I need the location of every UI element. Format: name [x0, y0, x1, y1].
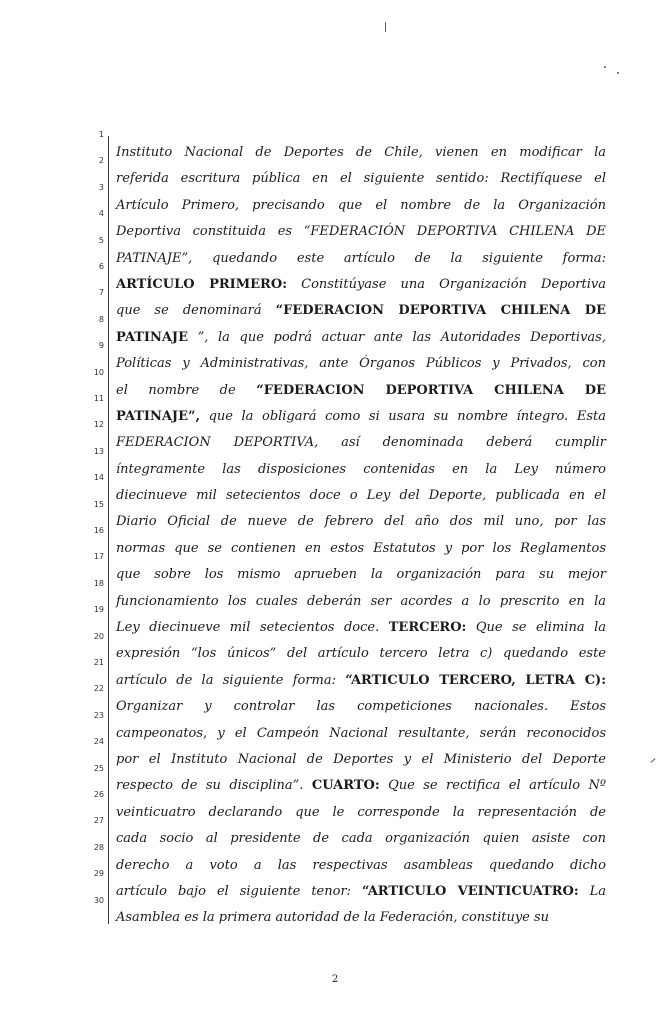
- bold-text-run: TERCERO:: [388, 620, 467, 636]
- text-run: PATINAJE”, quedando este artículo de la siguiente forma:: [116, 250, 606, 266]
- bold-text-run: “ARTICULO VEINTICUATRO:: [362, 883, 579, 899]
- text-run: por el Instituto Nacional de Deportes y el Ministerio del Deporte: [116, 751, 606, 767]
- line-number: 25: [93, 763, 104, 773]
- line-number: 30: [93, 895, 104, 905]
- text-run: diecinueve mil setecientos doce o Ley del Deporte, publicada en el: [116, 488, 606, 504]
- text-run: Asamblea es la primera autoridad de la Federación, constituye su: [116, 910, 550, 926]
- scan-speck: [604, 66, 606, 68]
- text-line: [116, 800, 606, 826]
- text-run: Diario Oficial de nueve de febrero del año dos mil uno, por las: [116, 514, 606, 530]
- line-number: 2: [98, 156, 104, 166]
- text-line: [116, 536, 606, 562]
- text-run: íntegramente las disposiciones contenidas en la Ley número: [116, 461, 606, 477]
- line-number: 11: [93, 394, 104, 403]
- text-line: [116, 694, 606, 720]
- text-line: [116, 272, 606, 298]
- line-number: 12: [93, 420, 104, 430]
- text-run: Políticas y Administrativas, ante Órganos Públicos y Privados, con: [116, 356, 606, 372]
- text-run: funcionamiento los cuales deberán ser acordes a lo prescrito en la: [116, 593, 606, 609]
- scan-speck: [385, 22, 386, 32]
- text-line: [116, 166, 606, 192]
- line-number: 5: [98, 235, 104, 245]
- line-number: 9: [98, 341, 104, 351]
- text-run: campeonatos, y el Campeón Nacional resultante, serán reconocidos: [116, 725, 606, 741]
- text-run: que sobre los mismo aprueben la organización para su mejor: [116, 567, 606, 583]
- text-run: Que se elimina la: [466, 620, 606, 636]
- text-run: cada socio al presidente de cada organización quien asiste con: [116, 831, 606, 847]
- text-run: FEDERACION DEPORTIVA, así denominada deberá cumplir: [116, 435, 606, 451]
- bold-text-run: PATINAJE”,: [116, 408, 200, 424]
- bold-text-run: “FEDERACION DEPORTIVA CHILENA DE: [256, 382, 606, 398]
- bold-text-run: PATINAJE: [116, 329, 188, 345]
- text-line: [116, 747, 606, 773]
- line-number: 18: [93, 578, 104, 588]
- line-number: 24: [93, 737, 104, 747]
- text-line: [116, 641, 606, 667]
- line-number: 26: [93, 790, 104, 799]
- text-line: [116, 378, 606, 404]
- text-line: [116, 509, 606, 535]
- text-line: [116, 773, 606, 799]
- line-number: 10: [93, 367, 104, 377]
- line-number: 6: [98, 262, 104, 271]
- text-line: [116, 351, 606, 377]
- text-run: Organizar y controlar las competiciones nacionales. Estos: [116, 699, 606, 715]
- text-run: Que se rectifica el artículo Nº: [379, 778, 606, 794]
- bold-text-run: ARTÍCULO PRIMERO:: [116, 276, 287, 292]
- text-line: [116, 721, 606, 747]
- text-run: veinticuatro declarando que le corresponde la representación de: [116, 804, 606, 820]
- line-number: 16: [93, 526, 104, 535]
- line-number: 15: [93, 499, 104, 509]
- text-line: [116, 246, 606, 272]
- line-number: 17: [93, 552, 104, 562]
- line-number: 4: [98, 209, 104, 219]
- line-number: 22: [93, 684, 104, 694]
- text-run: Deportiva constituida es “FEDERACIÓN DEPORTIVA CHILENA DE: [116, 224, 606, 240]
- bold-text-run: “FEDERACION DEPORTIVA CHILENA DE: [275, 303, 606, 319]
- text-line: [116, 668, 606, 694]
- line-number: 23: [93, 710, 104, 720]
- text-run: Ley diecinueve mil setecientos doce.: [116, 620, 389, 636]
- line-number: 14: [93, 473, 104, 483]
- text-line: [116, 589, 606, 615]
- text-run: normas que se contienen en estos Estatutos y por los Reglamentos: [116, 540, 606, 556]
- document-body: [116, 140, 606, 932]
- text-run: el nombre de: [116, 382, 257, 398]
- line-number: 7: [98, 288, 104, 298]
- text-line: [116, 853, 606, 879]
- scan-speck: [650, 758, 655, 763]
- line-number: 29: [93, 869, 104, 879]
- text-line: [116, 404, 606, 430]
- text-line: [116, 430, 606, 456]
- text-run: La: [578, 883, 606, 899]
- line-number: 27: [93, 816, 104, 826]
- text-run: artículo de la siguiente forma:: [116, 672, 346, 688]
- text-run: Constitúyase una Organización Deportiva: [287, 276, 606, 292]
- text-run: que la obligará como si usara su nombre íntegro. Esta: [200, 408, 606, 424]
- text-line: [116, 615, 606, 641]
- text-line: [116, 826, 606, 852]
- line-number: 13: [93, 446, 104, 456]
- line-number: 1: [98, 130, 104, 139]
- text-line: [116, 140, 606, 166]
- text-line: [116, 562, 606, 588]
- bold-text-run: CUARTO:: [311, 778, 380, 794]
- margin-rule: [108, 136, 109, 924]
- text-line: [116, 879, 606, 905]
- text-run: ”, la que podrá actuar ante las Autoridades Deportivas,: [188, 329, 606, 345]
- line-number: 20: [93, 631, 104, 641]
- text-run: Instituto Nacional de Deportes de Chile, vienen en modificar la: [116, 145, 606, 160]
- line-number: 21: [93, 658, 104, 667]
- line-number: 8: [98, 314, 104, 324]
- text-line: [116, 905, 606, 931]
- page-number: 2: [331, 974, 339, 985]
- text-line: [116, 298, 606, 324]
- text-line: [116, 325, 606, 351]
- text-run: referida escritura pública en el siguiente sentido: Rectifíquese el: [116, 171, 606, 187]
- text-line: [116, 457, 606, 483]
- text-run: Artículo Primero, precisando que el nombre de la Organización: [116, 197, 606, 213]
- bold-text-run: “ARTICULO TERCERO, LETRA C):: [345, 672, 606, 688]
- text-line: [116, 483, 606, 509]
- text-run: expresión “los únicos” del artículo tercero letra c) quedando este: [116, 646, 606, 662]
- line-number: 19: [93, 605, 104, 615]
- scan-speck: [617, 72, 619, 74]
- text-run: respecto de su disciplina”.: [116, 778, 312, 794]
- text-line: [116, 219, 606, 245]
- line-number: 28: [93, 842, 104, 852]
- text-line: [116, 193, 606, 219]
- line-number: 3: [98, 182, 104, 192]
- text-run: derecho a voto a las respectivas asambleas quedando dicho: [116, 857, 606, 873]
- text-run: que se denominará: [116, 303, 276, 319]
- text-run: artículo bajo el siguiente tenor:: [116, 883, 363, 899]
